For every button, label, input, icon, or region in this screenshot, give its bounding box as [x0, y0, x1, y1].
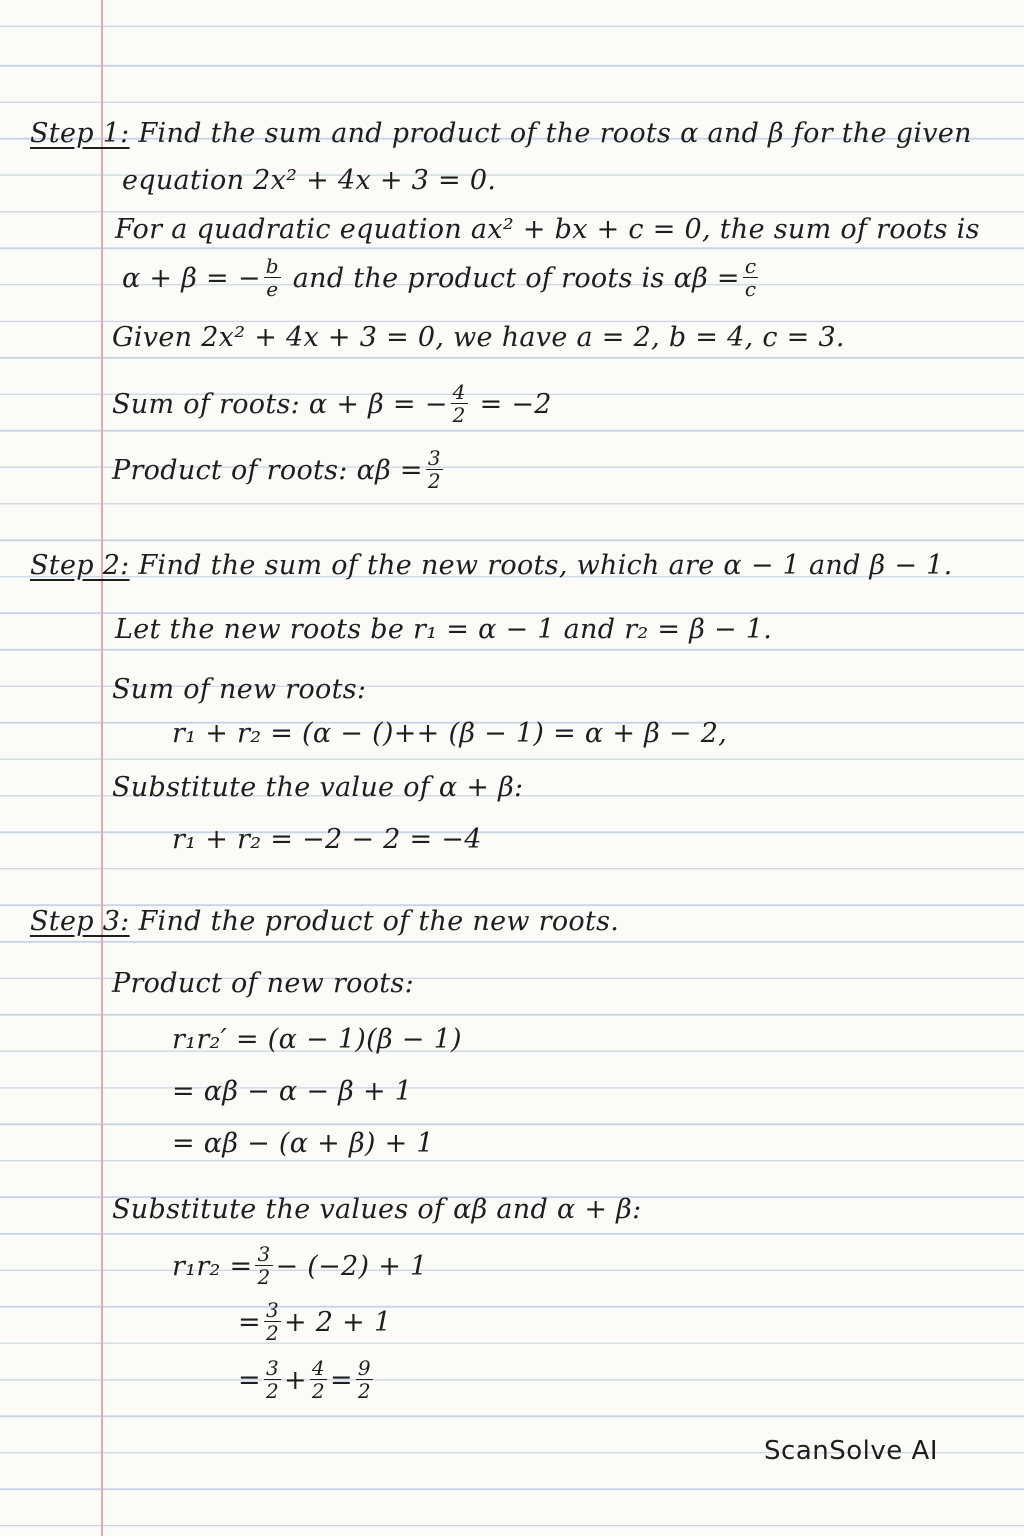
step2-let-line: Let the new roots be r₁ = α − 1 and r₂ = β − 1. [115, 614, 773, 645]
product-formula-fraction [743, 256, 759, 299]
sum-of-roots-line [112, 380, 552, 427]
step2-sum-heading: Sum of new roots: [112, 674, 367, 705]
substitution-3-den-b: 2 [311, 1379, 325, 1403]
step3-substitute-line: Substitute the values of αβ and α + β: [112, 1194, 642, 1225]
product-of-roots-num: 3 [427, 446, 441, 470]
step3-equation-1: r₁r₂′ = (α − 1)(β − 1) [172, 1024, 462, 1055]
sum-of-roots-den: 2 [452, 403, 466, 427]
step3-title: Find the product of the new roots. [138, 906, 620, 937]
sum-formula-lhs: α + β = − [122, 263, 261, 294]
step2-sum-equation: r₁ + r₂ = (α − ()++ (β − 1) = α + β − 2, [172, 718, 728, 749]
step3-label: Step 3: [30, 906, 130, 937]
substitution-2-fraction [264, 1300, 281, 1343]
step3-equation-2: = αβ − α − β + 1 [172, 1076, 413, 1107]
step2-title: Find the sum of the new roots, which are α − 1 and β − 1. [138, 550, 953, 581]
step3-substitution-2 [238, 1298, 392, 1345]
substitution-2-rhs: + 2 + 1 [283, 1307, 392, 1338]
step2-label: Step 2: [30, 550, 130, 581]
substitution-1-fraction [255, 1244, 272, 1287]
step1-formula-line1: For a quadratic equation ax² + bx + c = 0, the sum of roots is [115, 214, 980, 245]
substitution-3-lhs: = [238, 1365, 261, 1396]
product-formula-text: and the product of roots is αβ = [292, 263, 740, 294]
sum-formula-num: b [265, 254, 279, 278]
substitution-1-den: 2 [257, 1265, 271, 1289]
step2-result: r₁ + r₂ = −2 − 2 = −4 [172, 824, 482, 855]
substitution-2-lhs: = [238, 1307, 261, 1338]
final-answer-den: 2 [357, 1379, 371, 1403]
sum-of-roots-num: 4 [452, 380, 466, 404]
step2-heading [30, 550, 953, 581]
substitution-1-num: 3 [257, 1242, 271, 1266]
product-of-roots-den: 2 [427, 469, 441, 493]
given-coefficients: Given 2x² + 4x + 3 = 0, we have a = 2, b = 4, c = 3. [112, 322, 845, 353]
final-answer-fraction [356, 1358, 373, 1401]
step1-label: Step 1: [30, 118, 130, 149]
step3-heading [30, 906, 619, 937]
substitution-3-den-a: 2 [265, 1379, 279, 1403]
product-formula-num: c [744, 254, 757, 278]
scansolve-watermark: ScanSolve AI [764, 1436, 938, 1466]
sum-formula-fraction [264, 256, 281, 299]
substitution-3-num-b: 4 [311, 1356, 325, 1380]
step1-title-line2: equation 2x² + 4x + 3 = 0. [122, 165, 497, 196]
substitution-2-num: 3 [265, 1298, 279, 1322]
substitution-3-fraction-b [310, 1358, 327, 1401]
product-formula-den: c [744, 277, 757, 301]
step3-substitution-1 [172, 1242, 428, 1289]
substitution-2-den: 2 [265, 1321, 279, 1345]
substitution-3-num-a: 3 [265, 1356, 279, 1380]
step3-equation-3: = αβ − (α + β) + 1 [172, 1128, 434, 1159]
substitution-3-equals: = [329, 1365, 353, 1396]
step1-formula-line2 [122, 254, 761, 301]
notebook-margin-line [101, 0, 103, 1536]
step1-title-line1: Find the sum and product of the roots α and β for the given [138, 118, 972, 149]
final-answer-num: 9 [357, 1356, 371, 1380]
step3-product-heading: Product of new roots: [112, 968, 414, 999]
product-of-roots-line [112, 446, 446, 493]
step1-heading [30, 118, 972, 149]
substitution-1-lhs: r₁r₂ = [172, 1251, 253, 1282]
step3-substitution-3 [238, 1356, 376, 1403]
substitution-3-fraction-a [264, 1358, 281, 1401]
product-of-roots-fraction [426, 448, 443, 491]
sum-of-roots-lhs: Sum of roots: α + β = − [112, 389, 448, 420]
step2-substitute-line: Substitute the value of α + β: [112, 772, 524, 803]
product-of-roots-lhs: Product of roots: αβ = [112, 455, 423, 486]
sum-of-roots-rhs: = −2 [479, 389, 552, 420]
sum-formula-den: e [266, 277, 279, 301]
substitution-1-rhs: − (−2) + 1 [275, 1251, 428, 1282]
sum-of-roots-fraction [451, 382, 468, 425]
substitution-3-plus: + [283, 1365, 307, 1396]
